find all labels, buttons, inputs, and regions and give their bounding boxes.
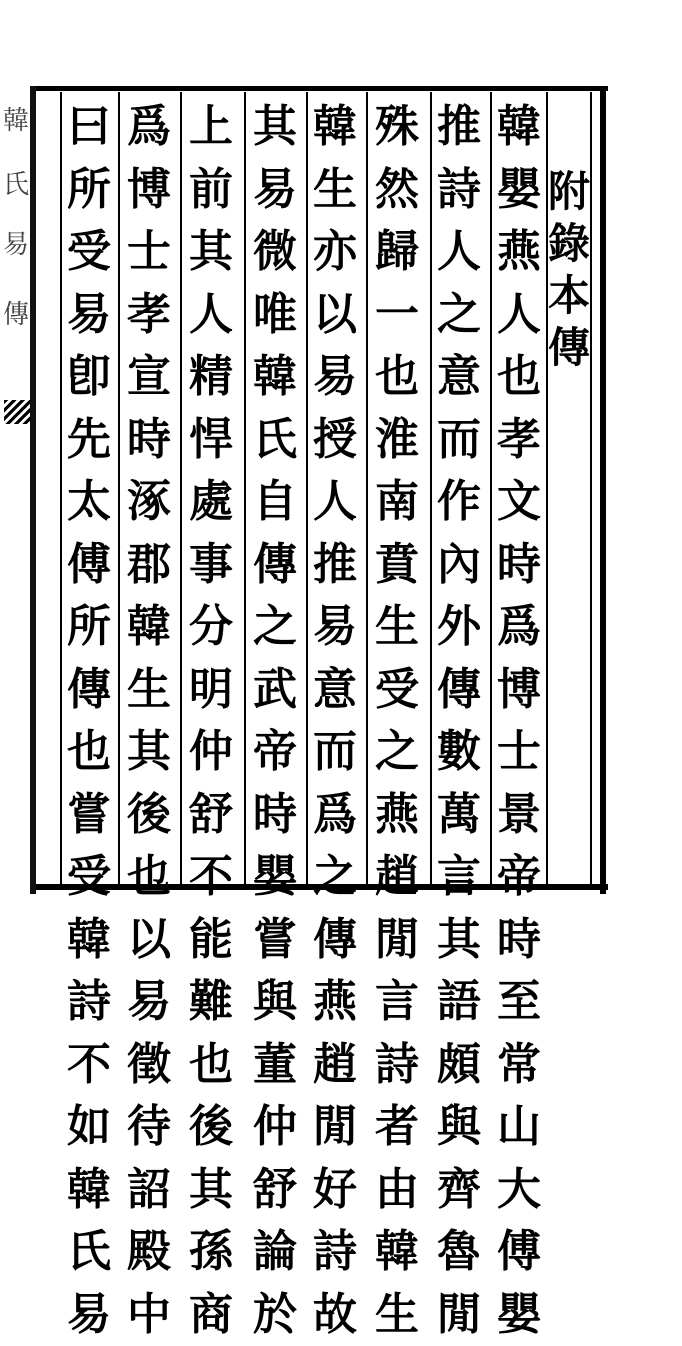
glyph: 卽: [64, 346, 114, 409]
glyph: 內: [434, 534, 484, 597]
column-rule: [118, 92, 120, 884]
glyph: 由: [372, 1159, 422, 1222]
glyph: 傳: [310, 909, 360, 972]
glyph: 韓: [124, 596, 174, 659]
glyph: 所: [64, 159, 114, 222]
glyph: 易: [310, 346, 360, 409]
glyph: 傅: [64, 534, 114, 597]
glyph: 於: [250, 1284, 300, 1346]
glyph: 人: [434, 221, 484, 284]
glyph: 涿: [124, 471, 174, 534]
glyph: 韓: [250, 346, 300, 409]
glyph: 徵: [124, 1034, 174, 1097]
glyph: 其: [124, 721, 174, 784]
glyph: 殿: [124, 1221, 174, 1284]
text-column-8: [64, 96, 114, 1346]
glyph: 也: [186, 1034, 236, 1097]
glyph: 之: [372, 721, 422, 784]
glyph: 嬰: [494, 159, 544, 222]
glyph: 受: [372, 659, 422, 722]
text-column-4: [310, 96, 360, 1346]
glyph: 與: [250, 971, 300, 1034]
column-rule: [306, 92, 308, 884]
glyph: 以: [124, 909, 174, 972]
glyph: 詩: [372, 1034, 422, 1097]
glyph: 韓: [64, 1159, 114, 1222]
glyph: 至: [494, 971, 544, 1034]
glyph: 孝: [124, 284, 174, 347]
glyph: 嬰: [250, 846, 300, 909]
glyph: 武: [250, 659, 300, 722]
glyph: 生: [372, 1284, 422, 1346]
glyph: 傅: [494, 1221, 544, 1284]
glyph: 外: [434, 596, 484, 659]
column-rule: [490, 92, 492, 884]
glyph: 賁: [372, 534, 422, 597]
glyph: 韓: [494, 96, 544, 159]
glyph: 詩: [310, 1221, 360, 1284]
glyph: 閒: [310, 1096, 360, 1159]
glyph: 韓: [64, 909, 114, 972]
glyph: 也: [64, 721, 114, 784]
glyph: 燕: [494, 221, 544, 284]
glyph: 曰: [64, 96, 114, 159]
glyph: 時: [250, 784, 300, 847]
glyph: 然: [372, 159, 422, 222]
glyph: 分: [186, 596, 236, 659]
glyph: 傳: [546, 322, 592, 374]
text-column-6: [186, 96, 236, 1346]
section-title: [546, 166, 592, 374]
glyph: 推: [310, 534, 360, 597]
column-rule: [180, 92, 182, 884]
glyph: 生: [310, 159, 360, 222]
glyph: 與: [434, 1096, 484, 1159]
glyph: 自: [250, 471, 300, 534]
frame-top: [36, 86, 608, 91]
glyph: 南: [372, 471, 422, 534]
glyph: 易: [64, 284, 114, 347]
edge-char: 易: [2, 230, 30, 260]
glyph: 能: [186, 909, 236, 972]
glyph: 董: [250, 1034, 300, 1097]
glyph: 也: [494, 346, 544, 409]
glyph: 傳: [64, 659, 114, 722]
glyph: 難: [186, 971, 236, 1034]
glyph: 後: [186, 1096, 236, 1159]
glyph: 上: [186, 96, 236, 159]
glyph: 中: [124, 1284, 174, 1346]
glyph: 齊: [434, 1159, 484, 1222]
text-column-7: [124, 96, 174, 1346]
glyph: 易: [64, 1284, 114, 1346]
glyph: 趙: [372, 846, 422, 909]
glyph: 萬: [434, 784, 484, 847]
glyph: 事: [186, 534, 236, 597]
glyph: 好: [310, 1159, 360, 1222]
glyph: 其: [434, 909, 484, 972]
glyph: 不: [186, 846, 236, 909]
glyph: 時: [494, 534, 544, 597]
glyph: 授: [310, 409, 360, 472]
glyph: 仲: [250, 1096, 300, 1159]
glyph: 景: [494, 784, 544, 847]
glyph: 氏: [64, 1221, 114, 1284]
glyph: 推: [434, 96, 484, 159]
text-column-1: [494, 96, 544, 1346]
glyph: 易: [250, 159, 300, 222]
frame-left-edge: [30, 86, 36, 894]
glyph: 生: [372, 596, 422, 659]
text-column-5: [250, 96, 300, 1346]
glyph: 本: [546, 270, 592, 322]
glyph: 錄: [546, 218, 592, 270]
glyph: 後: [124, 784, 174, 847]
glyph: 郡: [124, 534, 174, 597]
glyph: 易: [124, 971, 174, 1034]
glyph: 頗: [434, 1034, 484, 1097]
glyph: 爲: [494, 596, 544, 659]
glyph: 悍: [186, 409, 236, 472]
glyph: 一: [372, 284, 422, 347]
edge-char: 韓: [2, 106, 30, 136]
glyph: 先: [64, 409, 114, 472]
glyph: 之: [310, 846, 360, 909]
glyph: 詩: [434, 159, 484, 222]
glyph: 如: [64, 1096, 114, 1159]
glyph: 孫: [186, 1221, 236, 1284]
glyph: 太: [64, 471, 114, 534]
text-column-2: [434, 96, 484, 1346]
glyph: 處: [186, 471, 236, 534]
glyph: 常: [494, 1034, 544, 1097]
glyph: 燕: [310, 971, 360, 1034]
glyph: 言: [372, 971, 422, 1034]
glyph: 以: [310, 284, 360, 347]
text-column-3: [372, 96, 422, 1346]
glyph: 嬰: [494, 1284, 544, 1346]
glyph: 其: [186, 221, 236, 284]
glyph: 言: [434, 846, 484, 909]
glyph: 語: [434, 971, 484, 1034]
glyph: 而: [310, 721, 360, 784]
glyph: 閒: [372, 909, 422, 972]
glyph: 宣: [124, 346, 174, 409]
column-rule: [366, 92, 368, 884]
glyph: 山: [494, 1096, 544, 1159]
glyph: 博: [124, 159, 174, 222]
glyph: 舒: [250, 1159, 300, 1222]
glyph: 爲: [310, 784, 360, 847]
glyph: 舒: [186, 784, 236, 847]
glyph: 精: [186, 346, 236, 409]
column-rule: [60, 92, 62, 884]
glyph: 數: [434, 721, 484, 784]
glyph: 傳: [250, 534, 300, 597]
glyph: 嘗: [250, 909, 300, 972]
glyph: 唯: [250, 284, 300, 347]
glyph: 其: [186, 1159, 236, 1222]
glyph: 受: [64, 846, 114, 909]
glyph: 意: [310, 659, 360, 722]
glyph: 詔: [124, 1159, 174, 1222]
glyph: 淮: [372, 409, 422, 472]
frame-right: [600, 86, 606, 894]
glyph: 其: [250, 96, 300, 159]
glyph: 大: [494, 1159, 544, 1222]
glyph: 之: [434, 284, 484, 347]
glyph: 作: [434, 471, 484, 534]
glyph: 微: [250, 221, 300, 284]
glyph: 受: [64, 221, 114, 284]
glyph: 前: [186, 159, 236, 222]
glyph: 士: [494, 721, 544, 784]
edge-char: 氏: [2, 170, 30, 200]
column-rule: [244, 92, 246, 884]
glyph: 附: [546, 166, 592, 218]
glyph: 嘗: [64, 784, 114, 847]
glyph: 故: [310, 1284, 360, 1346]
glyph: 歸: [372, 221, 422, 284]
glyph: 孝: [494, 409, 544, 472]
glyph: 傳: [434, 659, 484, 722]
glyph: 閒: [434, 1284, 484, 1346]
glyph: 意: [434, 346, 484, 409]
glyph: 易: [310, 596, 360, 659]
glyph: 韓: [310, 96, 360, 159]
glyph: 者: [372, 1096, 422, 1159]
glyph: 也: [124, 846, 174, 909]
column-rule: [430, 92, 432, 884]
glyph: 博: [494, 659, 544, 722]
glyph: 詩: [64, 971, 114, 1034]
glyph: 趙: [310, 1034, 360, 1097]
glyph: 人: [494, 284, 544, 347]
glyph: 帝: [494, 846, 544, 909]
edge-char: 傳: [2, 300, 30, 330]
glyph: 殊: [372, 96, 422, 159]
glyph: 不: [64, 1034, 114, 1097]
glyph: 論: [250, 1221, 300, 1284]
glyph: 文: [494, 471, 544, 534]
glyph: 明: [186, 659, 236, 722]
glyph: 生: [124, 659, 174, 722]
glyph: 所: [64, 596, 114, 659]
glyph: 韓: [372, 1221, 422, 1284]
glyph: 也: [372, 346, 422, 409]
glyph: 人: [310, 471, 360, 534]
glyph: 魯: [434, 1221, 484, 1284]
glyph: 待: [124, 1096, 174, 1159]
glyph: 燕: [372, 784, 422, 847]
glyph: 商: [186, 1284, 236, 1346]
glyph: 氏: [250, 409, 300, 472]
glyph: 仲: [186, 721, 236, 784]
glyph: 人: [186, 284, 236, 347]
glyph: 帝: [250, 721, 300, 784]
glyph: 時: [494, 909, 544, 972]
glyph: 之: [250, 596, 300, 659]
glyph: 爲: [124, 96, 174, 159]
glyph: 亦: [310, 221, 360, 284]
glyph: 而: [434, 409, 484, 472]
glyph: 士: [124, 221, 174, 284]
glyph: 時: [124, 409, 174, 472]
